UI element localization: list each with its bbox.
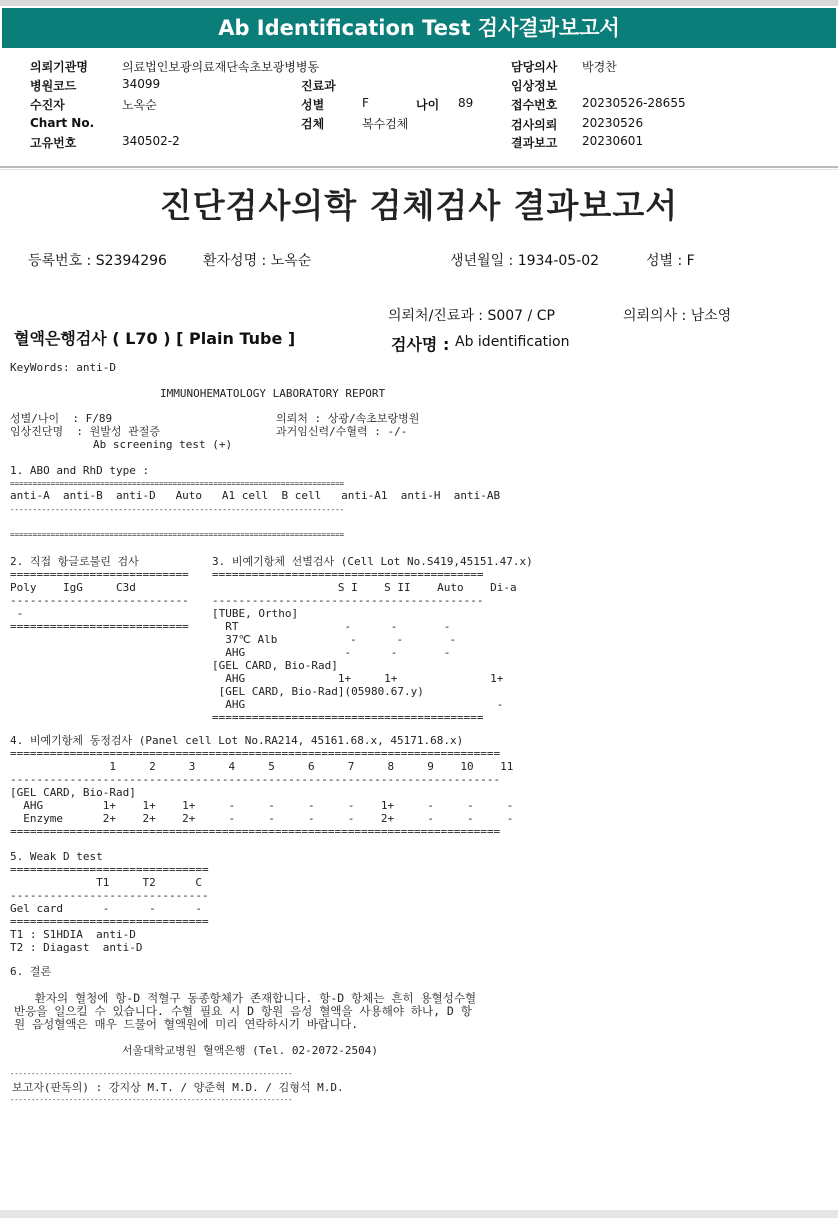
rule: ==========================================================================	[10, 479, 345, 488]
test-name-label: 검사명 :	[391, 335, 450, 354]
bottom-band	[0, 1210, 838, 1218]
request-label: 검사의뢰	[511, 118, 558, 132]
chart-no-label: Chart No.	[30, 116, 95, 130]
sex-age: 성별/나이 : F/89	[10, 412, 113, 425]
section1-title: 1. ABO and RhD type :	[10, 464, 150, 477]
specimen-value: 복수검체	[362, 117, 409, 131]
rule: -------------------------------------------------------------------	[10, 1070, 293, 1078]
conclusion-title: 6. 결론	[10, 965, 52, 978]
requester-line: 의뢰처 : 상광/속초보랑병원	[276, 412, 420, 425]
dat-block: 2. 직접 항글로불린 검사 =========================== Poly IgG C3d --------------------------- - ===========================	[10, 555, 189, 633]
rule: -------------------------------------------------------------------	[10, 1096, 293, 1104]
specimen-label: 검체	[301, 117, 325, 131]
doctor-value: 박경찬	[582, 60, 617, 74]
patient-value: 노옥순	[122, 98, 157, 112]
screening: Ab screening test (+)	[93, 438, 233, 451]
requesting-doctor: 의뢰의사 : 남소영	[623, 308, 732, 324]
test-name-value: Ab identification	[455, 334, 570, 350]
weak-d-block: 5. Weak D test ============================== T1 T2 C ------------------------------ Gel card - - - ============================== T1 : S1HDIA anti-D T2 : Diagast anti-D	[10, 850, 209, 954]
rule: --------------------------------------------------------------------------	[10, 505, 345, 514]
report-title: 진단검사의학 검체검사 결과보고서	[159, 186, 679, 225]
reporter: 보고자(판독의) : 강지상 M.T. / 양준혁 M.D. / 김형석 M.D.	[12, 1081, 344, 1094]
history: 과거임신력/수혈력 : -/-	[276, 425, 408, 438]
receipt-label: 접수번호	[511, 98, 558, 112]
report-date-label: 결과보고	[511, 136, 558, 150]
screening-block: 3. 비예기항체 선별검사 (Cell Lot No.S419,45151.47.x) ========================================= S I S II Auto Di-a ----------------------------------------- [TUBE, Ortho] RT - - - 37℃ Alb - - - AHG - - - [GEL CARD, Bio-Rad] AHG 1+ 1+ 1+ [GEL CARD, Bio-Rad](05980.67.y) AHG - =========================================	[212, 555, 533, 724]
abo-header: anti-A anti-B anti-D Auto A1 cell B cell anti-A1 anti-H anti-AB	[10, 489, 501, 502]
rule: ==========================================================================	[10, 530, 345, 539]
divider	[0, 166, 838, 168]
report-header: Ab Identification Test 검사결과보고서	[2, 8, 836, 48]
sex-value: F	[362, 96, 369, 110]
conclusion-text: 환자의 혈청에 항-D 적혈구 동종항체가 존재합니다. 항-D 항체는 흔히 용혈성수혈 반응을 일으킬 수 있습니다. 수혈 필요 시 D 항원 음성 혈액을 사용해야 하나, D 항 원 음성혈액은 매우 드물어 혈액원에 미리 연락하시기 바랍니다.	[14, 991, 477, 1031]
institution-value: 의료법인보광의료재단속초보광병병동	[122, 60, 320, 74]
diagnosis: 임상진단명 : 원발성 관절증	[10, 425, 160, 438]
hospital-code-label: 병원코드	[30, 79, 77, 93]
keywords: KeyWords: anti-D	[10, 361, 116, 374]
patient-name: 환자성명 : 노옥순	[203, 253, 312, 269]
lab-title: IMMUNOHEMATOLOGY LABORATORY REPORT	[160, 387, 386, 400]
receipt-value: 20230526-28655	[582, 96, 686, 110]
doctor-label: 담당의사	[511, 60, 558, 74]
birth-date: 생년월일 : 1934-05-02	[450, 253, 600, 269]
request-value: 20230526	[582, 116, 644, 130]
reg-no: 등록번호 : S2394296	[28, 253, 167, 269]
age-value: 89	[458, 96, 474, 110]
divider	[0, 169, 838, 170]
unique-no-value: 340502-2	[122, 134, 180, 148]
dept-label: 진료과	[301, 79, 336, 93]
patient-sex: 성별 : F	[646, 253, 695, 269]
hospital-code-value: 34099	[122, 77, 161, 91]
blood-bank: 서울대학교병원 혈액은행 (Tel. 02-2072-2504)	[122, 1044, 378, 1057]
report-date-value: 20230601	[582, 134, 644, 148]
requester: 의뢰처/진료과 : S007 / CP	[388, 308, 555, 324]
institution-label: 의뢰기관명	[30, 60, 88, 74]
sex-label: 성별	[301, 98, 325, 112]
clinical-label: 임상정보	[511, 79, 558, 93]
top-band	[0, 0, 838, 6]
unique-no-label: 고유번호	[30, 136, 77, 150]
section-title: 혈액은행검사 ( L70 ) [ Plain Tube ]	[14, 329, 296, 348]
patient-label: 수진자	[30, 98, 65, 112]
age-label: 나이	[416, 98, 440, 112]
identification-block: 4. 비예기항체 동정검사 (Panel cell Lot No.RA214, 45161.68.x, 45171.68.x) ========================================================================== 1 2 3 4 5 6 7 8 9 10 11 -------------------------------------------------------------------------- [GEL CARD, Bio-Rad] AHG 1+ 1+ 1+ - - - - 1+ - - - Enzyme 2+ 2+ 2+ - - - - 2+ - - - ==========================================================================	[10, 734, 514, 838]
